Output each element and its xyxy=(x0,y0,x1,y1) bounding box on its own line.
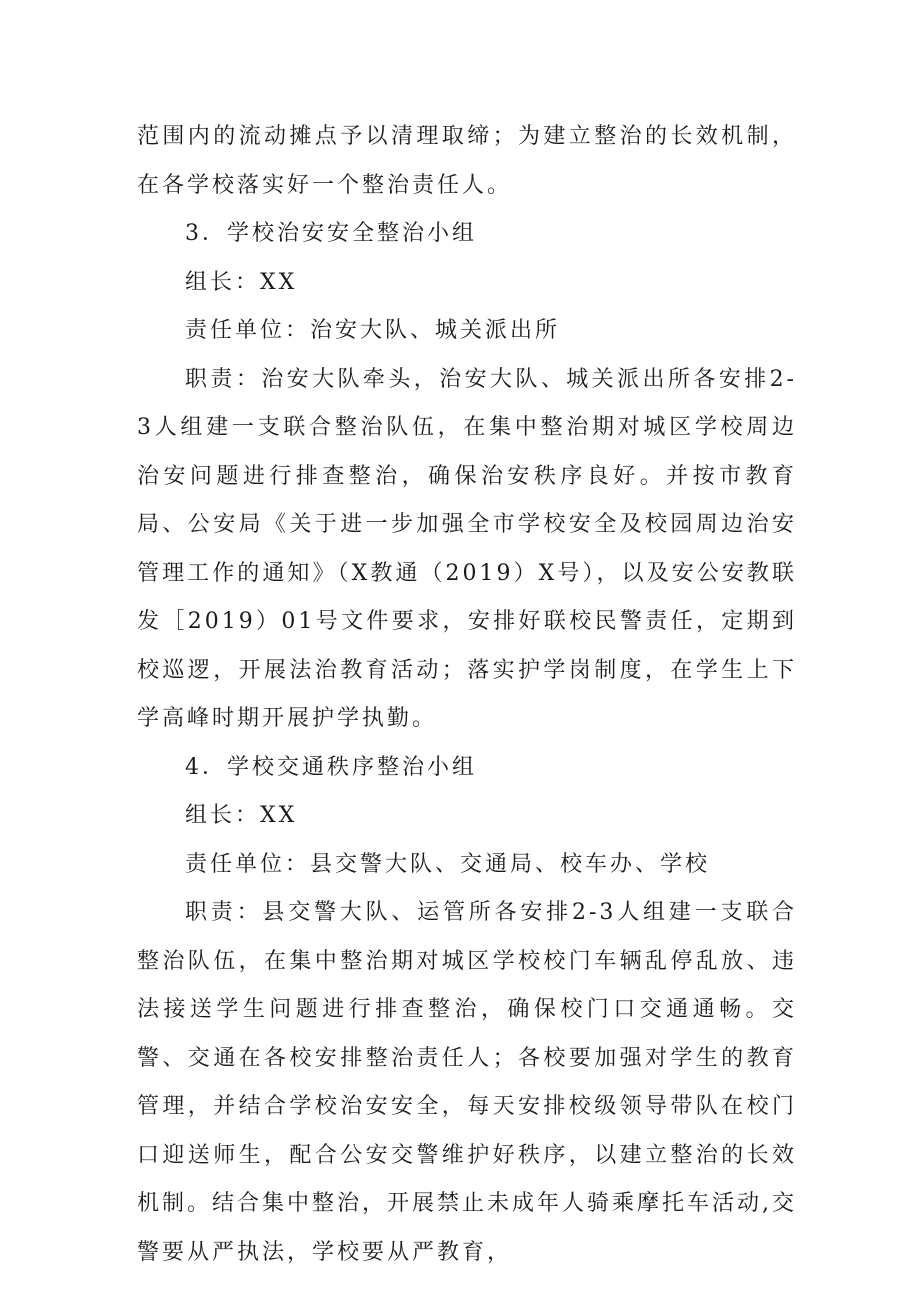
section-4-heading: 4．学校交通秩序整治小组 xyxy=(185,754,477,780)
section-3-heading: 3．学校治安安全整治小组 xyxy=(185,221,477,246)
section-3-responsible-units: 责任单位：治安大队、城关派出所 xyxy=(185,318,561,343)
section-4-responsible-units: 责任单位：县交警大队、交通局、校车办、学校 xyxy=(185,851,711,877)
section-3-duties: 职责：治安大队牵头，治安大队、城关派出所各安排2-3人组建一支联合整治队伍，在集中整治期对城区学校周边治安问题进行排查整治，确保治安秩序良好。并按市教育局、公安局《关于进一步加强全市学校安全及校园周边治安管理工作的通知》（X教通（2019）X号），以及安公安教联发［2019）01号文件要求，安排好联校民警责任，定期到校巡逻，开展法治教育活动；落实护学岗制度，在学生上下学高峰时期开展护学执勤。 xyxy=(137,366,797,731)
document-body xyxy=(137,113,797,1277)
section-3-leader: 组长：XX xyxy=(185,269,298,295)
section-4-leader: 组长：XX xyxy=(185,803,298,828)
paragraph-continuation: 范围内的流动摊点予以清理取缔；为建立整治的长效机制，在各学校落实好一个整治责任人。 xyxy=(137,124,797,198)
section-4-duties: 职责：县交警大队、运管所各安排2-3人组建一支联合整治队伍，在集中整治期对城区学校校门车辆乱停乱放、违法接送学生问题进行排查整治，确保校门口交通通畅。交警、交通在各校安排整治责任人；各校要加强对学生的教育管理，并结合学校治安安全，每天安排校级领导带队在校门口迎送师生，配合公安交警维护好秩序，以建立整治的长效机制。结合集中整治，开展禁止未成年人骑乘摩托车活动,交警要从严执法，学校要从严教育， xyxy=(137,900,797,1265)
